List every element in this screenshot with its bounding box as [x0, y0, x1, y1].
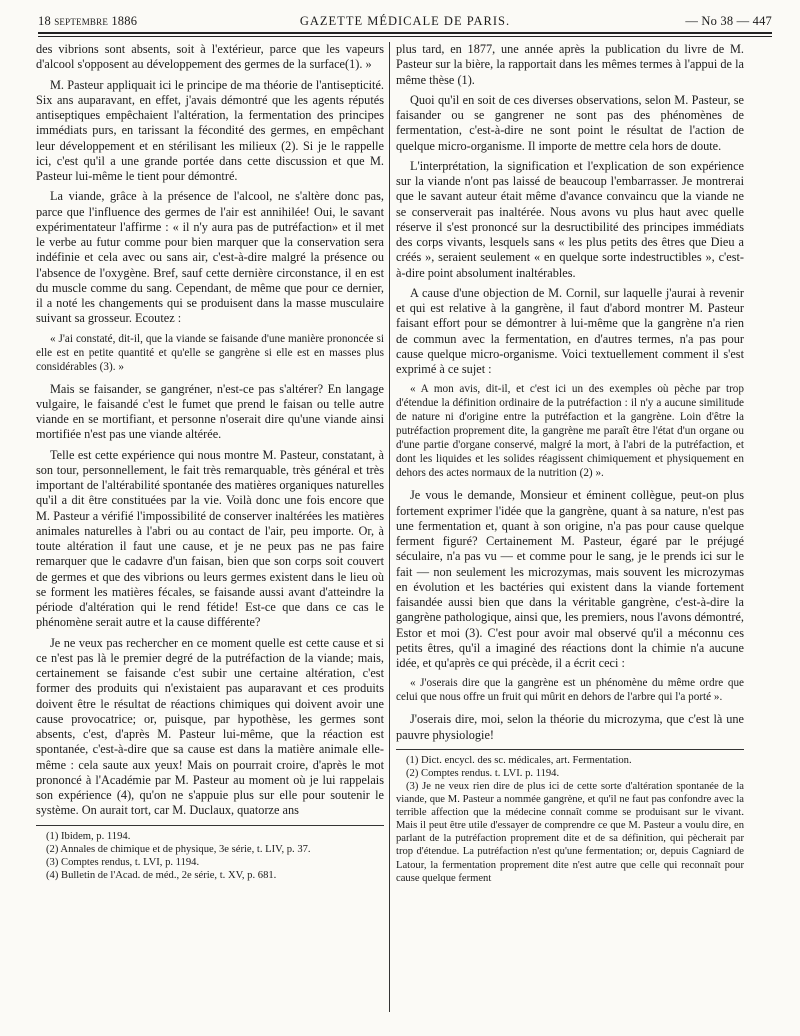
footnote: (2) Annales de chimique et de physique, 3e série, t. LIV, p. 37.: [46, 843, 311, 855]
paragraph: A cause d'une objection de M. Cornil, sur laquelle j'aurai à revenir et qui est relative à la gangrène, il faut d'abord montrer M. Pasteur faisant effort pour se démontrer à lui-même que la gangrène n'a rien de commun avec la fermentation, en d'autres termes, n'a pas pour cause quelque micro-organisme. Voici textuellement comment il s'est exprimé à ce sujet :: [396, 285, 744, 376]
header-rule-thin: [38, 36, 772, 37]
footnotes-left: [36, 825, 384, 882]
paragraph: Telle est cette expérience qui nous montre M. Pasteur, constatant, à son tour, personnellement, le fait très remarquable, très général et très important de l'altérabilité spontanée des matières organiques naturelles qu'il a dit être constituées par la vie. Voilà donc une fois encore que M. Pasteur a vérifié l'impossibilité de conserver inaltérées les matières animales naturelles à l'abri ou au contact de l'air, peu importe. Or, à toute altération il faut une cause, et je ne peux pas ne pas faire remarquer que le cadavre d'un faisan, bien que son corps soit couvert de germes et que des vibrions ou leurs germes existent dans le lieu où se forment les matières fécales, se faisande aussi avant d'atteindre la période d'altération qui le rend fétide! Est-ce que dans ce cas le phénomène serait autre et la cause différente?: [36, 447, 384, 630]
footnote: (3) Comptes rendus, t. LVI, p. 1194.: [46, 856, 200, 868]
block-quote: « J'ai constaté, dit-il, que la viande se faisande d'une manière prononcée si elle est en petite quantité et qu'elle se gangrène si elle est en masses plus considérables (3). »: [36, 332, 384, 373]
left-column: [36, 42, 384, 882]
paragraph: Quoi qu'il en soit de ces diverses observations, selon M. Pasteur, se faisander ou se gangrener ne sont pas des phénomènes de fermentation, c'est-à-dire ne sont point le résultat de l'action de quelque micro-organisme. Il importe de mettre cela hors de doute.: [396, 92, 744, 153]
paragraph: M. Pasteur appliquait ici le principe de ma théorie de l'antisepticité. Six ans auparavant, en effet, j'avais démontré que les agents réputés antiseptiques empêchaient l'altération, la fermentation des principes immédiats purs, en tarissant la fécondité des germes, en empêchant leur développement et en stérilisant les milieux (2). Si je le rappelle ici, c'est qu'il a une grande portée dans cette discussion et que M. Pasteur lui-même le tient pour démontré.: [36, 77, 384, 183]
footnote: (2) Comptes rendus. t. LVI. p. 1194.: [406, 767, 560, 779]
block-quote: « A mon avis, dit-il, et c'est ici un des exemples où pèche par trop d'étendue la définition ordinaire de la putréfaction : il n'y a aucune similitude de nature ni d'origine entre la putréfaction et la gangrène. Loin d'être la putréfaction proprement dite, la gangrène me paraît être l'état d'un organe ou d'une partie d'organe conservé, malgré la mort, à l'abri de la putréfaction, et dont les liquides et les solides réagissent chimiquement et physiquement en dehors des actes normaux de la nutrition (2) ».: [396, 383, 744, 480]
footnote: (3) Je ne veux rien dire de plus ici de cette sorte d'altération spontanée de la viande, que M. Pasteur a nommée gangrène, et qu'il ne faut pas confondre avec la terrible affection que la médecine connaît comme se produisant sur le vivant. Mais il peut être utile d'essayer de comprendre ce que M. Pasteur a voulu dire, en parlant de la putréfaction proprement dite et de sa définition, qui pècherait par trop d'étendue. La putréfaction n'est qu'une fermentation; or, depuis Cagniard de Latour, la fermentation proprement dite n'est autre que celle qui reconnaît pour cause quelque ferment: [396, 780, 744, 884]
column-divider: [389, 42, 390, 1012]
footnotes-right: [396, 749, 744, 885]
header-rule-thick: [38, 32, 772, 34]
paragraph-continued: plus tard, en 1877, une année après la publication du livre de M. Pasteur sur la bière, la rapportait dans les mêmes termes à l'appui de la même thèse (1).: [396, 42, 744, 87]
paragraph: Mais se faisander, se gangréner, n'est-ce pas s'altérer? En langage vulgaire, le faisandé c'est le fumet que prend le faisan ou telle autre viande en se mortifiant, et personne n'oserait dire qu'une viande ainsi mortifiée n'est pas une viande altérée.: [36, 381, 384, 442]
journal-title: GAZETTE MÉDICALE DE PARIS.: [299, 14, 511, 28]
paragraph: L'interprétation, la signification et l'explication de son expérience sur la viande n'ont pas laissé de beaucoup l'embarrasser. Je montrerai que le savant auteur était même d'avance convaincu que la viande ne se conserverait pas inaltérée. Nous avons vu plus haut avec quelle réserve il s'est prononcé sur la desructibilité des principes immédiats des corps vivants, lesquels sans « les plus petits des êtres que Dieu a créés », seraient seulement « en quelque sorte indestructibles », c'est-à-dire point absolument inaltérables.: [396, 158, 744, 280]
block-quote: « J'oserais dire que la gangrène est un phénomène du même ordre que celui que nous offre un fruit qui mûrit en dehors de l'arbre qui l'a porté ».: [396, 677, 744, 704]
header-date: 18 septembre 1886: [38, 14, 138, 28]
paragraph: Je ne veux pas rechercher en ce moment quelle est cette cause et si ce n'est pas là le premier degré de la putréfaction de la viande; mais, certainement se faisande c'est subir une certaine altération, c'est former des produits qui n'existaient pas auparavant et ces produits doivent être le résultat de réactions chimiques qui doivent avoir une cause provocatrice; or, puisque, par hypothèse, les germes sont absents, c'est, d'après M. Pasteur lui-même, que la réaction est spontanée, c'est-à-dire que sa cause est dans la matière animale elle-même : cela saute aux yeux! Mais on pourrait croire, d'après le mot prononcé à l'Académie par M. Pasteur au moment où je lui rappelais son expérience (4), qu'on ne s'appuie plus sur elle pour soutenir le système. On aurait tort, car M. Duclaux, quatorze ans: [36, 635, 384, 818]
paragraph: La viande, grâce à la présence de l'alcool, ne s'altère donc pas, parce que l'influence des germes de l'air est annihilée! Oui, le savant expérimentateur l'affirme : « il n'y aura pas de putréfaction» et il met le verbe au futur comme pour bien marquer que la conservation sera indéfinie et cela avec ou sans air, c'est-à-dire malgré la présence ou l'absence de l'oxygène. Bref, sauf cette dernière circonstance, il en est du muscle comme du sang. Cependant, de même que pour ce dernier, il a noté les changements qui se produisent dans la masse musculaire suivant sa grosseur. Ecoutez :: [36, 189, 384, 326]
paragraph-continued: des vibrions sont absents, soit à l'extérieur, parce que les vapeurs d'alcool s'opposent au développement des germes de la surface(1). »: [36, 42, 384, 72]
footnote: (1) Ibidem, p. 1194.: [46, 830, 131, 842]
running-head: [38, 10, 772, 32]
issue-page-number: — No 38 — 447: [685, 14, 772, 28]
paragraph: J'oserais dire, moi, selon la théorie du microzyma, que c'est là une pauvre physiologie!: [396, 712, 744, 742]
paragraph: Je vous le demande, Monsieur et éminent collègue, peut-on plus fortement exprimer l'idée que la gangrène, quant à sa nature, n'est pas une fermentation et, quant à son origine, n'a pas pour cause quelque ferment figuré? Certainement M. Pasteur, égaré par le préjugé séculaire, n'a pas vu — et comme pour le sang, je le prends ici sur le fait — non seulement les microzymas, mais souvent les microzymas en évolution et les bactéries qui existent dans la viande fortement faisandée aussi bien que dans la véritable gangrène, c'est-à-dire la gangrène pathologique, ainsi que, les premiers, nous l'avons démontré, Estor et moi (3). C'est pour avoir mal observé qu'il a méconnu ces petits êtres, qu'il a imaginé des réactions dont la chimie n'a aucune idée, et qu'après ce qui précède, il a écrit ceci :: [396, 488, 744, 670]
footnote: (4) Bulletin de l'Acad. de méd., 2e série, t. XV, p. 681.: [46, 869, 277, 881]
footnote: (1) Dict. encycl. des sc. médicales, art. Fermentation.: [406, 754, 632, 766]
right-column: [396, 42, 744, 885]
